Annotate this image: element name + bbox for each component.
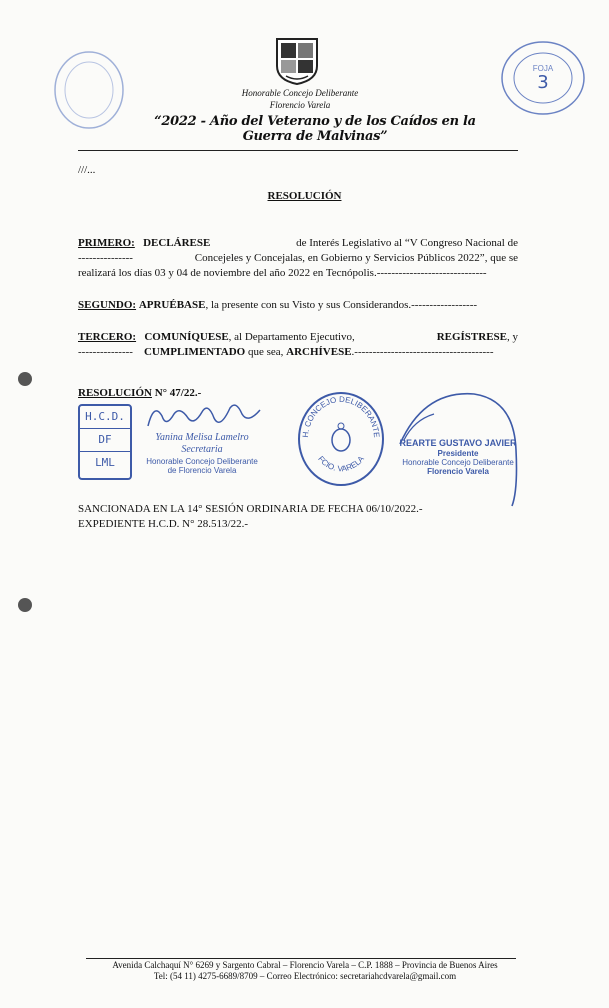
header-divider (78, 150, 518, 151)
tercero-label: TERCERO: (78, 331, 137, 343)
svg-text:FCIO. VARELA (316, 454, 366, 474)
president-role: Presidente (437, 449, 479, 458)
article-segundo (78, 298, 518, 313)
article-primero (78, 236, 518, 281)
hcd-stamp-line-2: DF (80, 429, 130, 452)
tercero-text-a: , al Departamento Ejecutivo, (228, 331, 355, 343)
motto: “2022 - Año del Veterano y de los Caídos en la Guerra de Malvinas” (154, 114, 476, 144)
segundo-text: , la presente con su Visto y sus Considerandos.------------------ (205, 299, 478, 311)
primero-text-a: de Interés Legislativo al “V Congreso Nacional de (296, 237, 518, 249)
secretary-org-2: de Florencio Varela (167, 466, 237, 475)
sanction-line: SANCIONADA EN LA 14° SESIÓN ORDINARIA DE FECHA 06/10/2022.- (78, 503, 423, 515)
primero-dashes: --------------- (78, 252, 133, 264)
primero-text-c: realizará los días 03 y 04 de noviembre del año 2022 en Tecnópolis.------------------------------ (78, 267, 487, 279)
footer-address: Avenida Calchaquí N° 6269 y Sargento Cabral – Florencio Varela – C.P. 1888 – Provincia de Buenos Aires (112, 960, 498, 970)
folio-label: FOJA (532, 64, 554, 73)
seal-bottom-text: FCIO. VARELA (316, 454, 366, 474)
faint-stamp-left (52, 48, 126, 132)
expediente-line: EXPEDIENTE H.C.D. N° 28.513/22.- (78, 518, 248, 530)
tercero-text-c: que sea, (245, 346, 284, 358)
tercero-verb-comuniquese: COMUNÍQUESE (144, 331, 229, 343)
folio-stamp (500, 40, 586, 116)
segundo-label: SEGUNDO: (78, 299, 137, 311)
hcd-stamp-line-3: LML (95, 456, 115, 469)
article-tercero (78, 330, 518, 360)
primero-text-b: Concejeles y Concejalas, en Gobierno y Servicios Públicos 2022”, que se (194, 252, 518, 264)
secretary-role: Secretaria (181, 444, 223, 455)
secretary-signature (144, 398, 264, 434)
tercero-verb-registrese: REGÍSTRESE (436, 331, 507, 343)
seal-top-text: H. CONCEJO DELIBERANTE (300, 394, 382, 438)
reference-mark: ///... (78, 164, 96, 176)
folio-number: 3 (537, 72, 549, 93)
secretary-org-1: Honorable Concejo Deliberante (146, 457, 258, 466)
resolution-label: RESOLUCIÓN (78, 387, 152, 399)
council-seal (296, 390, 386, 488)
tercero-text-d: .-------------------------------------- (351, 346, 494, 358)
svg-text:H. CONCEJO DELIBERANTE (301, 395, 381, 438)
primero-verb: DECLÁRESE (143, 237, 211, 249)
president-name: REARTE GUSTAVO JAVIER (399, 438, 517, 448)
document-title: RESOLUCIÓN (267, 190, 342, 202)
footer-divider (86, 958, 516, 959)
tercero-dashes: --------------- (78, 346, 133, 358)
crest-icon (274, 36, 320, 86)
org-city: Florencio Varela (269, 100, 331, 110)
hcd-initials-stamp (78, 404, 132, 480)
footer-contact: Tel: (54 11) 4275-6689/8709 – Correo Electrónico: secretariahcdvarela@gmail.com (153, 971, 457, 981)
org-name: Honorable Concejo Deliberante (241, 88, 359, 98)
tercero-verb-archivese: ARCHÍVESE (286, 346, 352, 358)
resolution-value: N° 47/22.- (154, 387, 202, 399)
segundo-verb: APRUÉBASE (138, 299, 206, 311)
president-org-1: Honorable Concejo Deliberante (402, 458, 514, 467)
punch-hole-top (18, 372, 32, 386)
tercero-text-b: , y (507, 331, 518, 343)
punch-hole-bottom (18, 598, 32, 612)
primero-label: PRIMERO: (78, 237, 135, 249)
president-org-2: Florencio Varela (427, 467, 489, 476)
tercero-verb-cumplimentado: CUMPLIMENTADO (143, 346, 246, 358)
hcd-stamp-line-1: H.C.D. (80, 406, 130, 429)
secretary-name: Yanina Melisa Lamelro (155, 432, 249, 443)
